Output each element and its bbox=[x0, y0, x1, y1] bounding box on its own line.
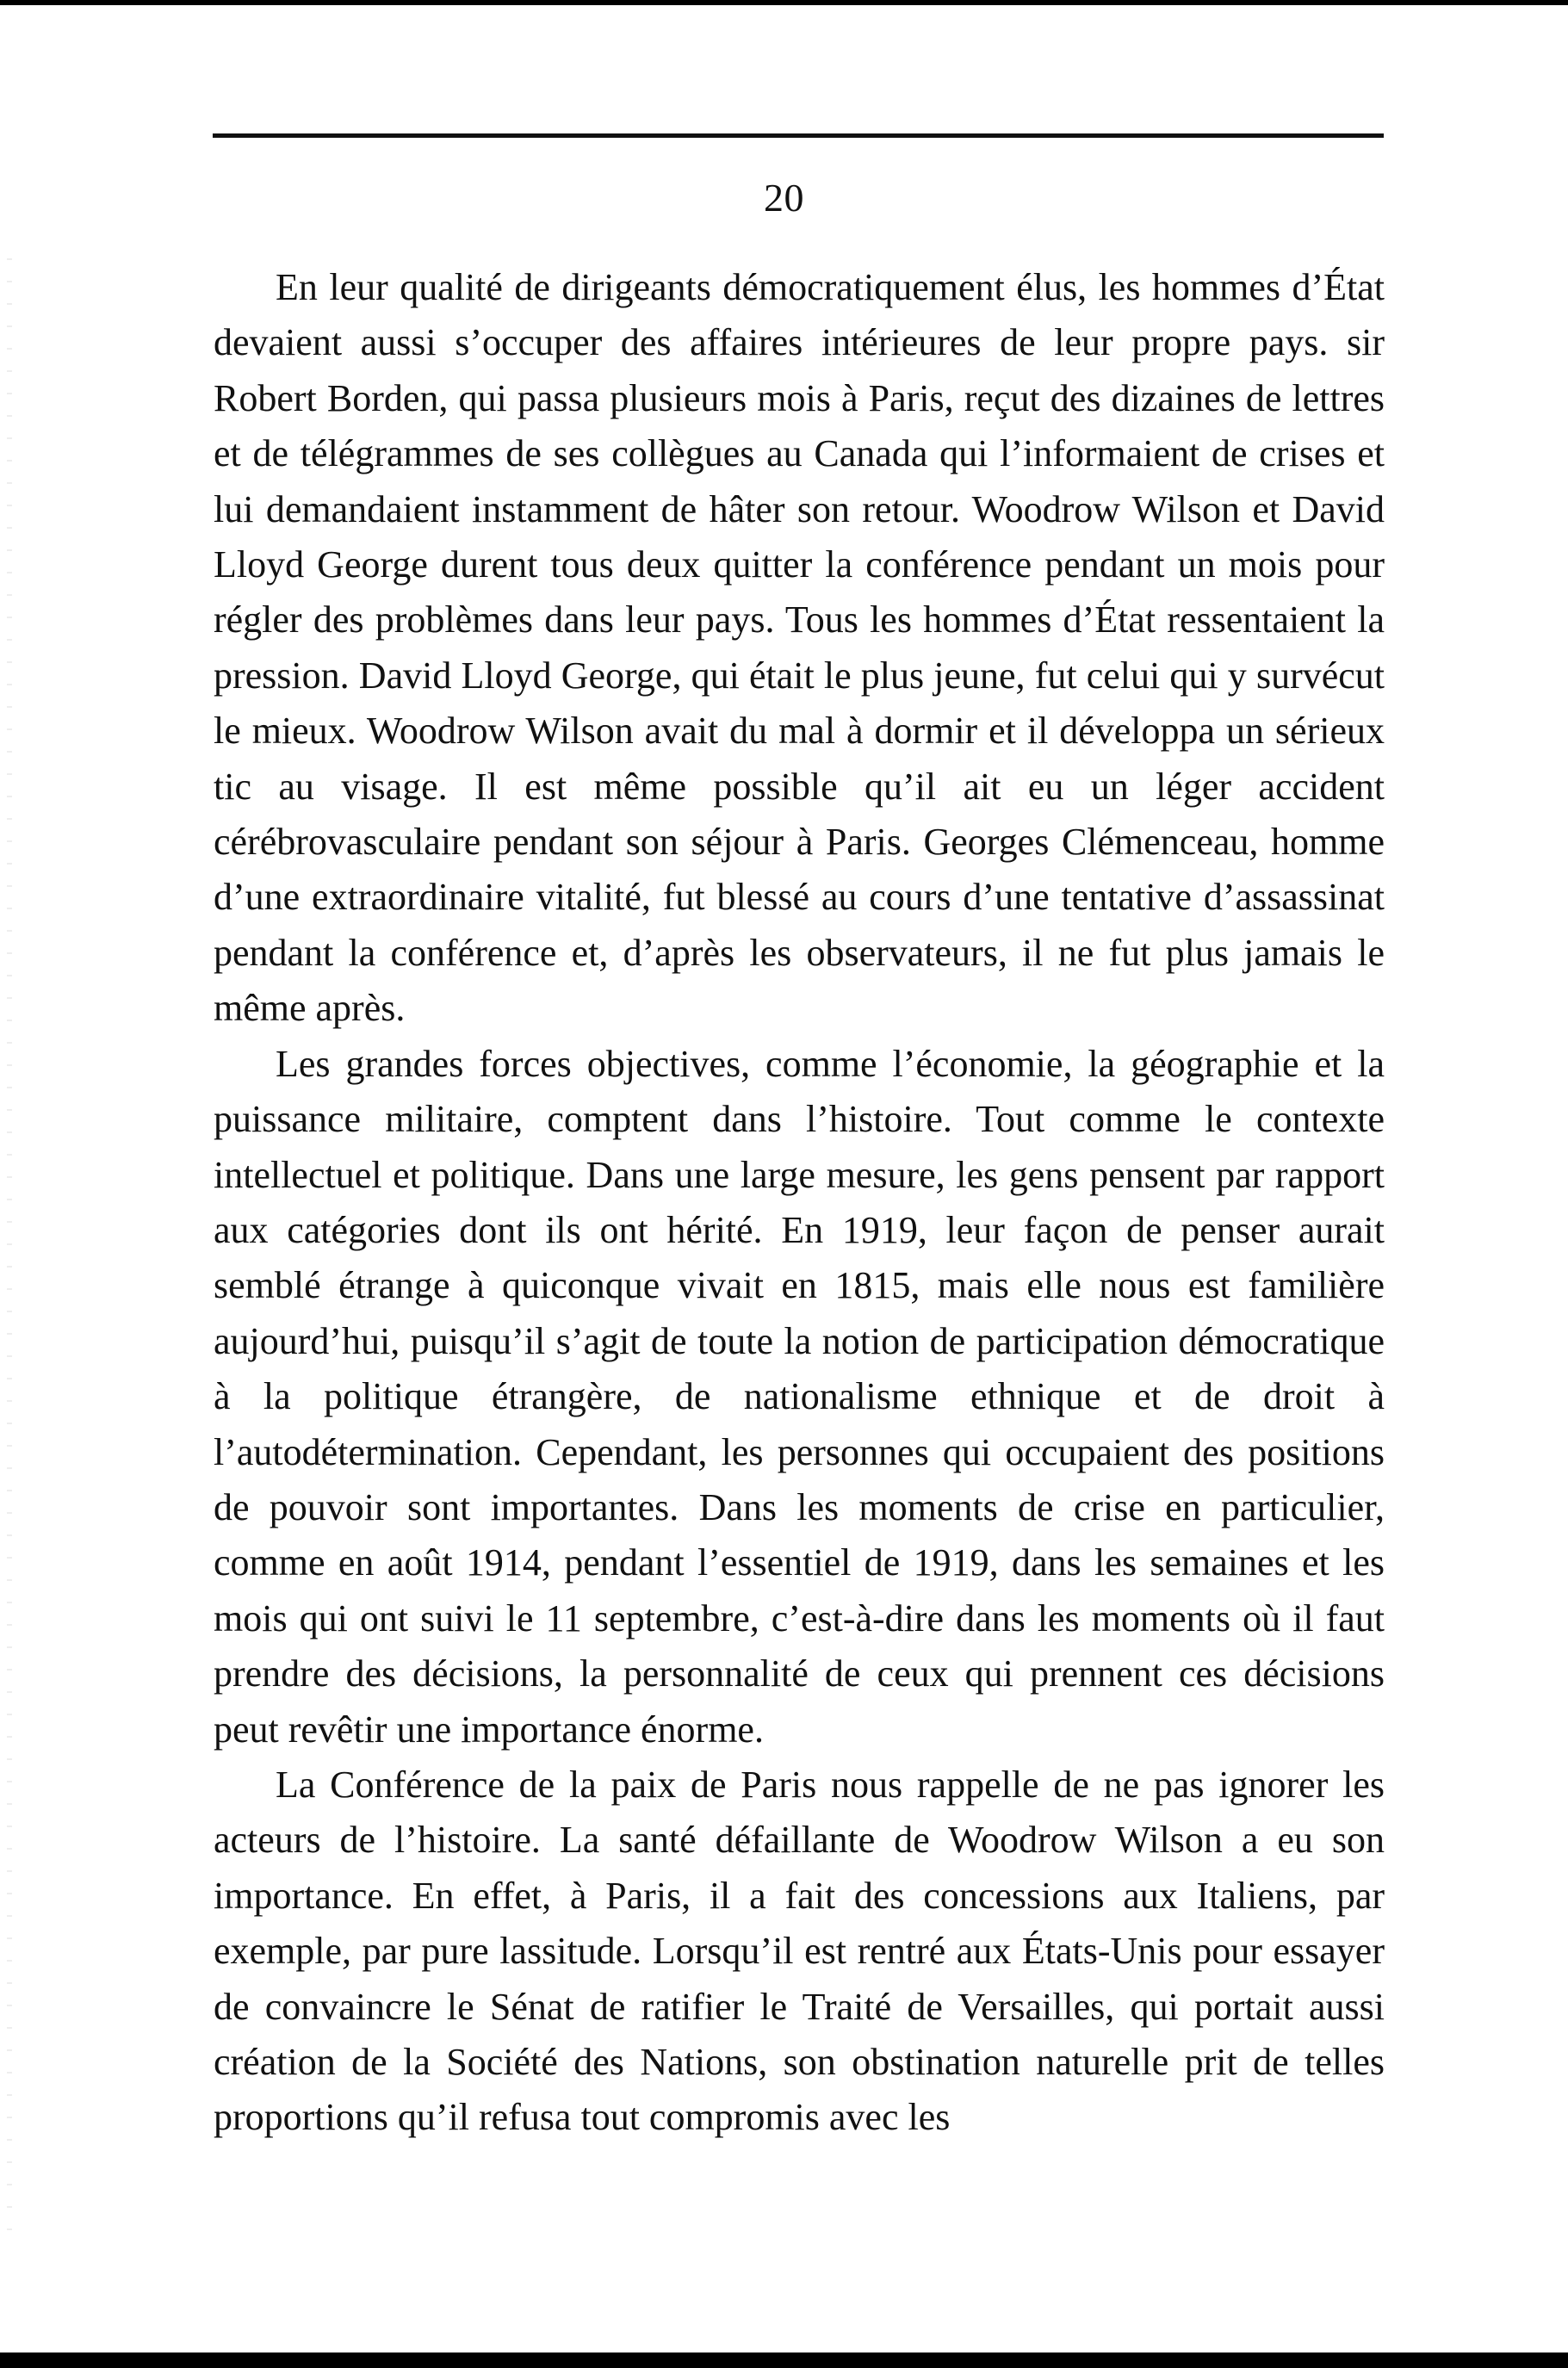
paragraph-1: En leur qualité de dirigeants démocratiquement élus, les hommes d’État devaient aussi s’occuper des affaires intérieures de leur propre pays. sir Robert Borden, qui passa plusieurs mois à Paris, reçut des dizaines de lettres et de télégrammes de ses collègues au Canada qui l’informaient de crises et lui demandaient instamment de hâter son retour. Woodrow Wilson et David Lloyd George durent tous deux quitter la conférence pendant un mois pour régler des problèmes dans leur pays. Tous les hommes d’État ressentaient la pression. David Lloyd George, qui était le plus jeune, fut celui qui y survécut le mieux. Woodrow Wilson avait du mal à dormir et il développa un sérieux tic au visage. Il est même possible qu’il ait eu un léger accident cérébrovasculaire pendant son séjour à Paris. Georges Clémenceau, homme d’une extraordinaire vitalité, fut blessé au cours d’une tentative d’assassinat pendant la conférence et, d’après les observateurs, il ne fut plus jamais le même après. bbox=[214, 266, 1385, 1030]
page-number: 20 bbox=[764, 176, 804, 220]
scan-bottom-edge bbox=[0, 2353, 1568, 2368]
scan-margin-specks bbox=[7, 258, 12, 2239]
header-rule bbox=[213, 133, 1384, 138]
paragraph-3: La Conférence de la paix de Paris nous rappelle de ne pas ignorer les acteurs de l’histoire. La santé défaillante de Woodrow Wilson a eu son importance. En effet, à Paris, il a fait des concessions aux Italiens, par exemple, par pure lassitude. Lorsqu’il est rentré aux États-Unis pour essayer de convaincre le Sénat de ratifier le Traité de Versailles, qui portait aussi création de la Société des Nations, son obstination naturelle prit de telles proportions qu’il refusa tout compromis avec les bbox=[214, 1763, 1385, 2139]
scan-top-edge bbox=[0, 0, 1568, 5]
paragraph-2: Les grandes forces objectives, comme l’économie, la géographie et la puissance militaire, comptent dans l’histoire. Tout comme le contexte intellectuel et politique. Dans une large mesure, les gens pensent par rapport aux catégories dont ils ont hérité. En 1919, leur façon de penser aurait semblé étrange à quiconque vivait en 1815, mais elle nous est familière aujourd’hui, puisqu’il s’agit de toute la notion de participation démocratique à la politique étrangère, de nationalisme ethnique et de droit à l’autodétermination. Cependant, les personnes qui occupaient des positions de pouvoir sont importantes. Dans les moments de crise en particulier, comme en août 1914, pendant l’essentiel de 1919, dans les semaines et les mois qui ont suivi le 11 septembre, c’est-à-dire dans les moments où il faut prendre des décisions, la personnalité de ceux qui prennent ces décisions peut revêtir une importance énorme. bbox=[214, 1042, 1385, 1751]
body-text bbox=[214, 260, 1385, 2146]
